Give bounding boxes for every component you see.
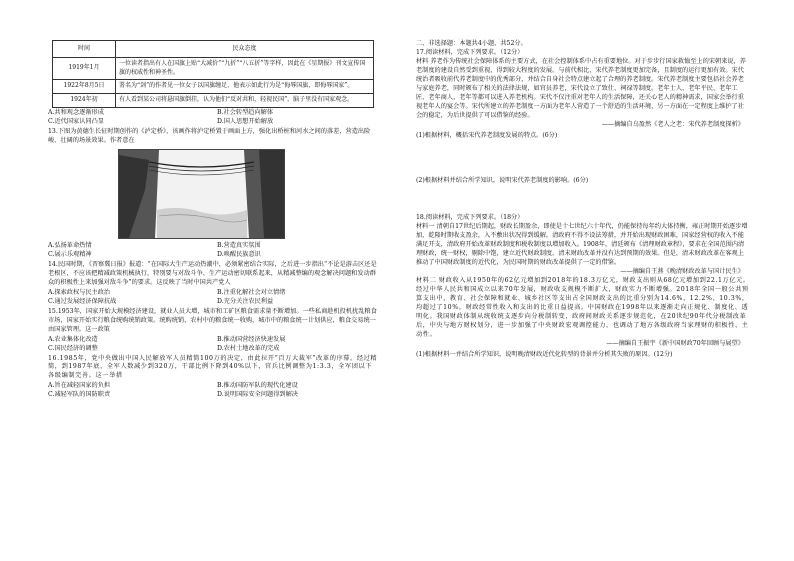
option: D.国人思想开始解放 (217, 117, 274, 125)
option: C.通过发展经济保障抗战 (48, 297, 117, 305)
option: C.近代国家认同凸显 (48, 117, 104, 125)
q17-source: ——摘编自乌盈然《老人之老：宋代养老制度探析》 (601, 120, 744, 128)
q14-options (48, 289, 378, 307)
table-cell-time: 1924年初 (53, 94, 116, 108)
q17-stem: 17.阅读材料，完成下列要求。（12分） (416, 48, 524, 56)
option: A.共和观念逐渐形成 (48, 108, 104, 116)
table-cell-time: 1922年8月5日 (53, 80, 116, 94)
table-row (53, 58, 374, 80)
q15-options (48, 336, 378, 354)
option: A.旨在减轻国家的负担 (48, 382, 111, 390)
q18-material1: 材料一 清朝自17世纪后期起，财政长期盈余，即使是十七世纪六十年代，仍能保持每年约大体持衡，雍正时期开始逐步增加，乾隆时期收支盈余，入不敷出状况得到缓解。清政府不得不设法筹措，并开始出现财政困难，国家经营权的收入不能满足开支，清政府开始改革财政制度和税收制度以增加收入。1908年，清廷颁布《清理财政章程》，要求在全国范围内清理财政，统一财权，剔除中饱，建立近代财政制度。清末财政改革并没有达到预期的效果。但是，清末财政改革在客观上推动了中国财政制度的近代化，为民国时期的财政改革提供了一定的借鉴。 (416, 222, 748, 266)
q18-material2: 材料二 财政收入从1950年的62亿元增加到2018年的18.3万亿元，财政支出则从68亿元增加到22.1万亿元。经过中华人民共和国成立以来70年发展，财政收支规模不断扩大，财政实力不断增强。2018年全国一般公共预算支出中，教育、社会保障和就业、城乡社区等支出占全国财政支出的比重分别为14.6%、12.2%、10.3%，均超过了10%。财政经常性收入和支出的比重日益提高。中国财政在1998年以来逐渐走向正规化、制度化、透明化。我国财政体制从统收统支逐步向分税制转变，政府间财政关系逐步规范化，在20世纪90年代分税制改革后，中央与地方财权划分，进一步加强了中央财政宏观调控能力，也调动了地方各级政府当家理财的积极性、主动性。 (416, 276, 750, 338)
q13-options (48, 242, 378, 260)
option: D.唤醒民族意识 (217, 250, 261, 258)
bridge-illustration-icon (119, 150, 284, 238)
left-column (48, 0, 378, 401)
right-column (416, 0, 750, 360)
q15-stem: 15.1953年，国家开始大规模经济建设，就业人员大增，城市和工矿区粮食需求量不断增加。一些私商趁机投机扰乱粮食市场，国家开始实行粮食统购统销政策。统购统销，农村中的粮食统一收购，城市中的粮食统一计划供应，粮食交易统一由国家管理。这一政策 (48, 307, 377, 333)
option: B.社会转型趋向解体 (217, 108, 274, 116)
option: D.说明国际安全问题得到解决 (217, 391, 298, 399)
q18-stem: 18.阅读材料，完成下列要求。（18分） (416, 213, 524, 221)
q17-sub1: (1)根据材料，概括宋代养老制度发展的特点。(6分) (416, 131, 558, 139)
table-cell-text: 一位读者指出有人在国旗上贴“大减价”“九折”“八五折”等字样，因此在《星期报》刊文宣传国旗的权威性和神圣性。 (116, 58, 374, 80)
option: A.农业集体化改造 (48, 335, 98, 343)
q18-source1: ——摘编自王燕《晚清财政改革与国计民生》 (620, 267, 744, 275)
q16-stem: 16.1985年，党中央做出中国人民解放军人员精简100万的决定，由此拉开“百万大裁军”改革的序幕。经过精简，到1987年底，全军人数减少到320万，干部比例下降到40%以下，官兵比例调整为1:3.3，全军团以下各级编制完善。这一举措 (48, 354, 378, 380)
section-title: 二、非选择题：本题共4小题，共52分。 (416, 40, 527, 47)
q18-source2: ——摘编自王振宇《新中国财政70年回顾与展望》 (606, 339, 744, 347)
option: B.注重化解社会对立情绪 (217, 288, 286, 296)
option: C.国民经济的调整 (48, 344, 98, 352)
table-cell-time: 1919年1月 (53, 58, 116, 80)
q14-stem: 14.民国时期，《晋察冀日报》报道：“在国际大生产运动热潮中，必须紧密结合实际，之后进一步指出“不论是游击区还是老根区，不应该把精减政策机械执行，特别要与对敌斗争、生产运动密切联系起来，从精减整编的观念解决问题和发动群众的积极性上来加强对敌斗争”的要求。这反映了当时中国共产党人 (48, 260, 377, 286)
option: B.推动国营经济快速发展 (217, 335, 286, 343)
q16-options (48, 382, 378, 400)
table-cell-text: 有人看到某公司将悬国旗倒挂，认为他们“反对共和，轻视民国”，脑子里没有国家观念。 (116, 94, 374, 108)
q13-stem: 13.下图为黄德生长征时期创作的《泸定桥》，该画作将泸定桥置于画面上方，强化出桥桩和河水之间的落差，营造出险峻、壮阔的场景效果。作者意在 (48, 127, 371, 144)
option: B.推动国防军队的现代化建设 (217, 382, 298, 390)
option: A.探索政权与民主政治 (48, 288, 111, 296)
q12-options (48, 109, 378, 127)
option: C.展示乐观精神 (48, 250, 92, 258)
option: D.农村土地改革的完成 (217, 344, 280, 352)
q17-material: 材料 养老作为传统社会保障体系的主要方式，在社会控制体系中占有重要地位。对于步步行国家救恤至上的宋朝来说，养老制度的建设自然受到重视，得到较大程度的发展。与前代相比，宋代养老制度更加完备，且制度的运行更加有效。宋代统治者吸收前代养老制度中的优秀部分，并结合自身社会特点建立起了合理的养老制度。宋代养老制度主要包括社会养老与家庭养老，同时颁布了相关的法律法规，如官员养老，宋代设立了致仕、祠禄等制度。老年士人、老年平民、老年工匠、老年商人，老年等都可以进入养老机构。宋代不仅注重对老年人的生活保障，还关心老人的精神需求，国家会举行重视老年人的宴会等。宋代所建立的养老制度一方面为老年人营造了一个舒适的生活环境，另一方面在一定程度上维护了社会的稳定，为后世提供了可以借鉴的经验。 (416, 57, 746, 119)
table-header-time: 时间 (53, 41, 116, 58)
table-header-attitude: 民众态度 (116, 41, 374, 58)
option: A.弘扬革命热情 (48, 241, 92, 249)
q17-sub2: (2)根据材料并结合所学知识，说明宋代养老制度的影响。(6分) (416, 176, 589, 184)
q18-sub1: (1)根据材料一并结合所学知识，说明晚清财政近代化转型的背景并分析其失败的原因。(12分) (416, 350, 673, 358)
table-row (53, 80, 374, 94)
option: D.充分关注农民利益 (217, 297, 274, 305)
option: B.营造真实氛围 (217, 241, 261, 249)
attitude-table (52, 40, 374, 108)
answer-space[interactable] (416, 141, 750, 175)
table-row (53, 94, 374, 108)
table-header-row (53, 41, 374, 58)
luding-bridge-painting (118, 149, 285, 239)
answer-space[interactable] (416, 186, 750, 214)
option: C.减轻军队的国防职责 (48, 391, 111, 399)
table-cell-text: 署名为“剑”的作者见一位女子以国旗缠足，他表示如此行为是“侮辱国旗，即侮辱国家”。 (116, 80, 374, 94)
